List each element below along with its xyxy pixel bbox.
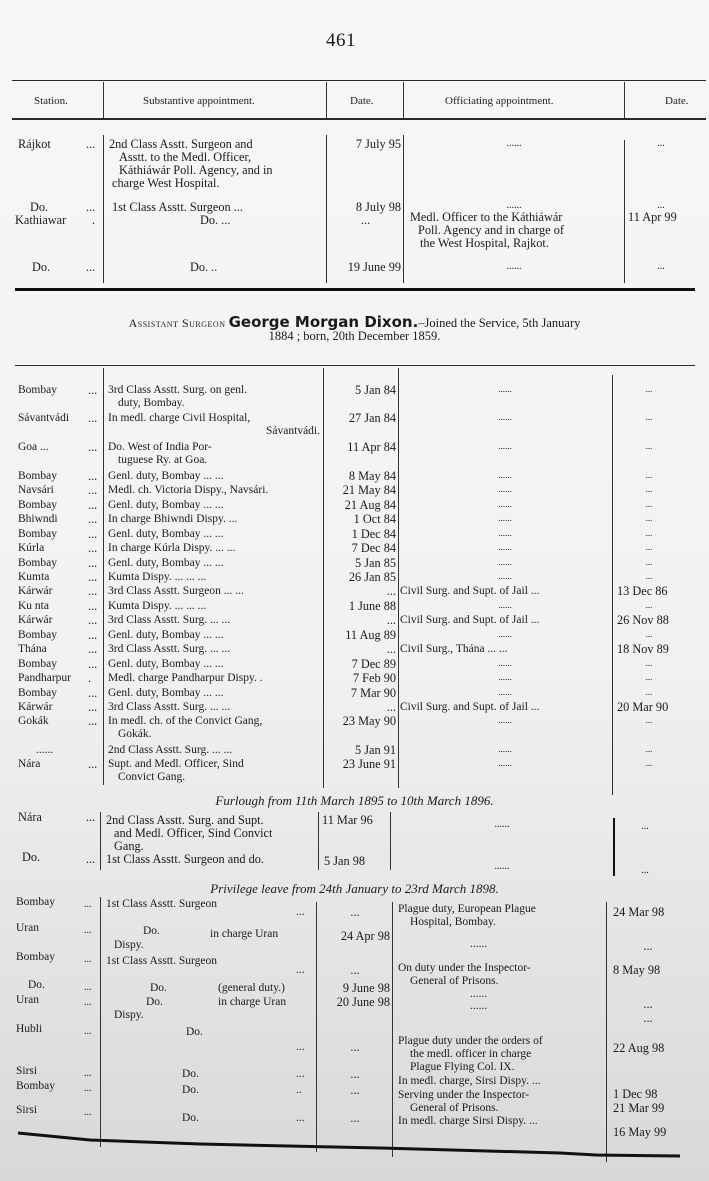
- station-dots: ...: [86, 260, 96, 274]
- station: Bombay: [18, 687, 57, 699]
- substantive: In medl. ch. of the Convict Gang,: [108, 715, 263, 727]
- station-dots: ...: [86, 852, 96, 866]
- station: Kúrla: [18, 542, 45, 554]
- officer-details: –Joined the Service, 5th January: [418, 316, 581, 330]
- date: 1 June 88: [348, 599, 396, 613]
- col-divider: [624, 82, 625, 118]
- date: 7 Mar 90: [350, 686, 396, 700]
- date: 26 Jan 85: [348, 570, 396, 584]
- date: ...: [350, 1040, 360, 1054]
- col-divider: [390, 812, 391, 870]
- date: 19 June 99: [347, 260, 401, 274]
- officiating: ......: [498, 629, 512, 639]
- officiating: ......: [494, 861, 510, 872]
- substantive: ...: [296, 1112, 305, 1124]
- officiating-date: ...: [645, 499, 653, 509]
- officiating-date: ...: [645, 542, 653, 552]
- substantive: ..: [296, 1084, 302, 1096]
- station: Ku nta: [18, 600, 49, 612]
- officiating: Plague Flying Col. IX.: [410, 1061, 515, 1073]
- station: ......: [36, 744, 54, 756]
- substantive: Kumta Dispy. ... ... ...: [108, 600, 207, 612]
- substantive: Do.: [143, 925, 160, 937]
- officiating-date: ...: [645, 484, 653, 494]
- station-dots: .: [92, 213, 96, 227]
- substantive: ...: [296, 1068, 305, 1080]
- officiating-date: ...: [645, 557, 653, 567]
- substantive: Do.: [182, 1068, 199, 1080]
- substantive: Genl. duty, Bombay ... ...: [108, 499, 224, 511]
- officiating-date: ...: [645, 758, 653, 768]
- date: ...: [386, 700, 396, 714]
- officiating: Civil Surg. and Supt. of Jail ...: [400, 585, 540, 597]
- officiating: In medl. charge Sirsi Dispy. ...: [398, 1115, 538, 1127]
- station: Uran: [16, 994, 39, 1006]
- substantive: 3rd Class Asstt. Surg. ... ...: [108, 701, 231, 713]
- officiating: Hospital, Bombay.: [410, 916, 496, 928]
- officiating: ......: [498, 744, 512, 754]
- col-divider: [318, 812, 319, 870]
- officiating-date: 1 Dec 98: [613, 1087, 658, 1101]
- officiating: Civil Surg. and Supt. of Jail ...: [400, 701, 540, 713]
- date: 7 Dec 89: [351, 657, 396, 671]
- station-dots: ...: [88, 498, 98, 512]
- officiating: ......: [506, 200, 522, 211]
- date: 9 June 98: [342, 981, 390, 995]
- officiating: ......: [498, 557, 512, 567]
- officiating-date: ...: [645, 571, 653, 581]
- date: 21 May 84: [342, 483, 396, 497]
- officiating: Medl. Officer to the Káthiáwár: [410, 210, 563, 224]
- date: 11 Mar 96: [322, 813, 373, 827]
- officiating: Plague duty, European Plague: [398, 903, 536, 915]
- station-dots: ...: [84, 1068, 92, 1079]
- station: Kárwár: [18, 585, 53, 597]
- station-dots: ...: [84, 997, 92, 1008]
- station: Bombay: [18, 557, 57, 569]
- date: ...: [350, 1083, 360, 1097]
- officiating-date: ...: [645, 744, 653, 754]
- substantive: Kumta Dispy. ... ... ...: [108, 571, 207, 583]
- date: ...: [350, 1067, 360, 1081]
- substantive: Do.: [146, 996, 163, 1008]
- substantive: In charge Bhiwndi Dispy. ...: [108, 513, 238, 525]
- officiating-date: 18 Nov 89: [617, 642, 669, 656]
- date: ...: [350, 905, 360, 919]
- station: Do.: [28, 979, 45, 991]
- substantive-cont: Convict Gang.: [118, 771, 186, 783]
- date: 1 Dec 84: [351, 527, 396, 541]
- officiating: ......: [498, 412, 512, 422]
- officiating-date: ...: [641, 865, 649, 876]
- station: Nára: [18, 758, 41, 770]
- privilege-leave-note: Privilege leave from 24th January to 23rd March 1898.: [210, 881, 499, 896]
- date: 8 May 84: [348, 469, 396, 483]
- substantive: ...: [296, 906, 305, 918]
- substantive: Genl. duty, Bombay ... ...: [108, 557, 224, 569]
- officiating: ......: [498, 687, 512, 697]
- substantive: Genl. duty, Bombay ... ...: [108, 658, 224, 670]
- date: ...: [386, 613, 396, 627]
- date: ...: [360, 213, 371, 227]
- substantive: ...: [296, 1041, 305, 1053]
- station: Kathiawar: [15, 213, 67, 227]
- col-divider: [100, 897, 101, 1147]
- substantive: Do.: [186, 1026, 203, 1038]
- date: 24 Apr 98: [340, 929, 390, 943]
- officiating-date: 20 Mar 90: [617, 700, 669, 714]
- substantive: in charge Uran: [210, 928, 279, 940]
- station-dots: ...: [88, 541, 98, 555]
- station: Do.: [30, 200, 49, 214]
- officiating: ......: [498, 384, 512, 394]
- station-dots: ...: [84, 1083, 92, 1094]
- station-dots: ...: [88, 657, 98, 671]
- station-dots: ...: [84, 1026, 92, 1037]
- substantive-cont: tuguese Ry. at Goa.: [118, 454, 208, 466]
- officiating: ......: [498, 513, 512, 523]
- col-divider: [100, 812, 101, 870]
- officiating: ......: [470, 938, 488, 950]
- officiating-date: 11 Apr 99: [628, 210, 677, 224]
- substantive: Gang.: [114, 839, 144, 853]
- station-dots: ...: [88, 512, 98, 526]
- officiating-date: ...: [645, 629, 653, 639]
- date: 7 Feb 90: [352, 671, 396, 685]
- officiating-date: ...: [645, 513, 653, 523]
- officiating: General of Prisons.: [410, 1102, 499, 1114]
- officiating: ......: [498, 470, 512, 480]
- date: 11 Aug 89: [345, 628, 396, 642]
- station-dots: ...: [88, 686, 98, 700]
- substantive: In medl. charge Civil Hospital,: [108, 412, 251, 424]
- station: Uran: [16, 922, 39, 934]
- date: 5 Jan 84: [355, 383, 396, 397]
- date: ...: [386, 642, 396, 656]
- station: Bombay: [16, 896, 55, 908]
- officiating-date: 21 Mar 99: [613, 1101, 665, 1115]
- col-divider: [323, 368, 324, 788]
- date: 7 July 95: [355, 137, 401, 151]
- station-dots: ...: [88, 570, 98, 584]
- station: Sirsi: [16, 1065, 38, 1077]
- officiating: ......: [498, 441, 512, 451]
- officiating-date: ...: [643, 939, 653, 953]
- officiating-date: 16 May 99: [613, 1125, 667, 1139]
- col-divider: [103, 135, 104, 283]
- officiating-date: ...: [657, 138, 665, 149]
- substantive: Do.: [182, 1112, 199, 1124]
- station: Sávantvádi: [18, 412, 70, 424]
- station-dots: ...: [84, 954, 92, 965]
- station: Bhiwndi: [18, 513, 58, 525]
- station-dots: .: [88, 671, 92, 685]
- officiating-date: ...: [645, 470, 653, 480]
- substantive: 2nd Class Asstt. Surg. ... ...: [108, 744, 233, 756]
- station-dots: ...: [88, 527, 98, 541]
- substantive: 3rd Class Asstt. Surg. ... ...: [108, 643, 231, 655]
- substantive: (general duty.): [218, 982, 285, 994]
- col-divider: [606, 902, 607, 1162]
- substantive: 1st Class Asstt. Surgeon: [106, 898, 217, 910]
- section-rule: [15, 365, 695, 366]
- substantive: Genl. duty, Bombay ... ...: [108, 528, 224, 540]
- date: ...: [350, 963, 360, 977]
- station: Rájkot: [18, 137, 51, 151]
- station: Bombay: [18, 658, 57, 670]
- col-divider: [326, 135, 327, 283]
- officiating: ......: [498, 715, 512, 725]
- col-header-date: Date.: [350, 95, 374, 107]
- substantive-cont: Sávantvádi.: [266, 425, 320, 437]
- date: 5 Jan 85: [355, 556, 396, 570]
- officiating: In medl. charge, Sirsi Dispy. ...: [398, 1075, 541, 1087]
- station-dots: ...: [88, 642, 98, 656]
- substantive: Do.: [150, 982, 167, 994]
- officiating-date: ...: [645, 687, 653, 697]
- station: Do.: [22, 850, 41, 864]
- officiating: ......: [498, 658, 512, 668]
- station-dots: ...: [84, 982, 92, 993]
- officiating: ......: [498, 571, 512, 581]
- substantive: and Medl. Officer, Sind Convict: [114, 826, 273, 840]
- substantive: Káthiáwár Poll. Agency, and in: [119, 163, 273, 177]
- officiating-date: ...: [645, 715, 653, 725]
- officer-rank: Assistant Surgeon: [128, 316, 226, 330]
- officiating: ......: [498, 528, 512, 538]
- station: Bombay: [18, 470, 57, 482]
- officiating: ......: [494, 819, 510, 830]
- col-divider: [326, 82, 327, 118]
- station-dots: ...: [88, 613, 98, 627]
- station-dots: ...: [84, 899, 92, 910]
- col-divider: [392, 902, 393, 1157]
- officiating: ......: [506, 138, 522, 149]
- page-number: 461: [326, 30, 356, 51]
- substantive: Asstt. to the Medl. Officer,: [119, 150, 252, 164]
- substantive: 3rd Class Asstt. Surgeon ... ...: [108, 585, 244, 597]
- officiating-date: ...: [641, 821, 649, 832]
- station-dots: ...: [86, 137, 96, 151]
- station: Navsári: [18, 484, 54, 496]
- date: ...: [386, 584, 396, 598]
- station-dots: ...: [88, 628, 98, 642]
- substantive: in charge Uran: [218, 996, 287, 1008]
- officiating: Serving under the Inspector-: [398, 1089, 530, 1101]
- officiating: General of Prisons.: [410, 975, 499, 987]
- col-header-station: Station.: [34, 95, 68, 107]
- officiating: On duty under the Inspector-: [398, 962, 531, 974]
- substantive-cont: duty, Bombay.: [118, 397, 185, 409]
- substantive: 2nd Class Asstt. Surg. and Supt.: [106, 813, 264, 827]
- col-divider: [316, 902, 317, 1152]
- station-dots: ...: [86, 200, 96, 214]
- substantive: Medl. charge Pandharpur Dispy. .: [108, 672, 263, 684]
- substantive: charge West Hospital.: [112, 176, 220, 190]
- date: 5 Jan 91: [355, 743, 396, 757]
- officiating: ......: [470, 1000, 488, 1012]
- substantive-cont: Gokák.: [118, 728, 152, 740]
- officiating-date: ...: [657, 200, 665, 211]
- station-dots: ...: [88, 411, 98, 425]
- officiating-date: ...: [645, 658, 653, 668]
- officiating: ......: [498, 672, 512, 682]
- col-divider: [103, 368, 104, 785]
- officiating-date: 8 May 98: [613, 963, 661, 977]
- date: 1 Oct 84: [353, 512, 396, 526]
- station: Bombay: [18, 528, 57, 540]
- officer-details-line2: 1884 ; born, 20th December 1859.: [268, 329, 441, 343]
- col-divider: [103, 82, 104, 118]
- substantive: 2nd Class Asstt. Surgeon and: [109, 137, 253, 151]
- station: Bombay: [16, 1080, 55, 1092]
- date: 20 June 98: [336, 995, 390, 1009]
- officiating-date: ...: [645, 441, 653, 451]
- officer-name: George Morgan Dixon.: [228, 313, 419, 331]
- officiating-date: ...: [657, 261, 665, 272]
- station-dots: ...: [86, 810, 96, 824]
- date: 23 May 90: [342, 714, 396, 728]
- station: Gokák: [18, 715, 49, 727]
- station: Bombay: [18, 384, 57, 396]
- station-dots: ...: [84, 925, 92, 936]
- officiating: Civil Surg., Thána ... ...: [400, 643, 508, 655]
- section-rule: [15, 288, 695, 291]
- station: Sirsi: [16, 1104, 38, 1116]
- station: Do.: [32, 260, 51, 274]
- officiating: Plague duty under the orders of: [398, 1035, 543, 1047]
- header-bottom-rule: [12, 118, 706, 120]
- officiating-date: ...: [645, 412, 653, 422]
- officiating: ......: [498, 600, 512, 610]
- station: Bombay: [18, 629, 57, 641]
- station-dots: ...: [88, 700, 98, 714]
- officiating-date: ...: [643, 1011, 653, 1025]
- date: ...: [350, 1111, 360, 1125]
- station-dots: ...: [88, 599, 98, 613]
- station-dots: ...: [88, 483, 98, 497]
- station: Nára: [18, 810, 42, 824]
- officiating: ......: [498, 484, 512, 494]
- officiating: the West Hospital, Rajkot.: [420, 236, 549, 250]
- substantive: Do.: [182, 1084, 199, 1096]
- col-divider: [403, 82, 404, 118]
- substantive: Medl. ch. Victoria Dispy., Navsári.: [108, 484, 269, 496]
- officiating-date: 26 Nov 88: [617, 613, 669, 627]
- station-dots: ...: [88, 469, 98, 483]
- officiating: ......: [506, 261, 522, 272]
- officiating-date: ...: [643, 997, 653, 1011]
- station-dots: ...: [88, 584, 98, 598]
- date: 11 Apr 84: [347, 440, 396, 454]
- col-divider: [624, 140, 625, 283]
- substantive: In charge Kúrla Dispy. ... ...: [108, 542, 236, 554]
- substantive: Dispy.: [114, 939, 144, 951]
- substantive: Genl. duty, Bombay ... ...: [108, 470, 224, 482]
- station-dots: ...: [88, 757, 98, 771]
- furlough-note: Furlough from 11th March 1895 to 10th March 1896.: [215, 793, 494, 808]
- station: Goa ...: [18, 441, 49, 453]
- officiating: Poll. Agency and in charge of: [418, 223, 564, 237]
- station: Kumta: [18, 571, 50, 583]
- col-divider: [612, 375, 613, 795]
- substantive: Supt. and Medl. Officer, Sind: [108, 758, 244, 770]
- officiating-date: ...: [645, 384, 653, 394]
- station: Hubli: [16, 1023, 43, 1035]
- officiating: ......: [498, 758, 512, 768]
- station-dots: ...: [88, 383, 98, 397]
- station-dots: ...: [84, 1107, 92, 1118]
- officiating: ......: [498, 542, 512, 552]
- officiating-date: 22 Aug 98: [613, 1041, 665, 1055]
- header-top-rule: [12, 80, 706, 81]
- date: 8 July 98: [355, 200, 401, 214]
- officiating-date: ...: [645, 600, 653, 610]
- substantive: Do. ..: [190, 260, 218, 274]
- date: 27 Jan 84: [348, 411, 396, 425]
- substantive: 3rd Class Asstt. Surg. on genl.: [108, 384, 248, 396]
- officiating: ......: [498, 499, 512, 509]
- substantive: Do. ...: [200, 213, 231, 227]
- substantive: 1st Class Asstt. Surgeon ...: [112, 200, 243, 214]
- date: 23 June 91: [342, 757, 396, 771]
- officiating-date: ...: [645, 528, 653, 538]
- col-header-officiating-date: Date.: [665, 95, 689, 107]
- officiating: Civil Surg. and Supt. of Jail ...: [400, 614, 540, 626]
- substantive: 1st Class Asstt. Surgeon and do.: [106, 852, 264, 866]
- date: 7 Dec 84: [351, 541, 396, 555]
- station: Bombay: [18, 499, 57, 511]
- substantive: 3rd Class Asstt. Surg. ... ...: [108, 614, 231, 626]
- col-header-substantive: Substantive appointment.: [143, 95, 255, 107]
- officiating: the medl. officer in charge: [410, 1048, 532, 1060]
- substantive: Do. West of India Por-: [108, 441, 212, 453]
- substantive: Genl. duty, Bombay ... ...: [108, 629, 224, 641]
- date: 21 Aug 84: [344, 498, 396, 512]
- col-header-officiating: Officiating appointment.: [445, 95, 554, 107]
- substantive: Dispy.: [114, 1009, 144, 1021]
- officiating: ......: [470, 988, 488, 1000]
- station-dots: ...: [88, 556, 98, 570]
- officiating-date: ...: [645, 672, 653, 682]
- substantive: Genl. duty, Bombay ... ...: [108, 687, 224, 699]
- date: 5 Jan 98: [324, 854, 365, 868]
- station: Thána: [18, 643, 47, 655]
- station: Kárwár: [18, 614, 53, 626]
- bottom-rule: [0, 1125, 709, 1168]
- station: Kárwár: [18, 701, 53, 713]
- officiating-date: 24 Mar 98: [613, 905, 665, 919]
- substantive: ...: [296, 964, 305, 976]
- substantive: 1st Class Asstt. Surgeon: [106, 955, 217, 967]
- officiating-date: 13 Dec 86: [617, 584, 668, 598]
- station: Pandharpur: [18, 672, 72, 684]
- station-dots: ...: [88, 440, 98, 454]
- station-dots: ...: [88, 714, 98, 728]
- station: Bombay: [16, 951, 55, 963]
